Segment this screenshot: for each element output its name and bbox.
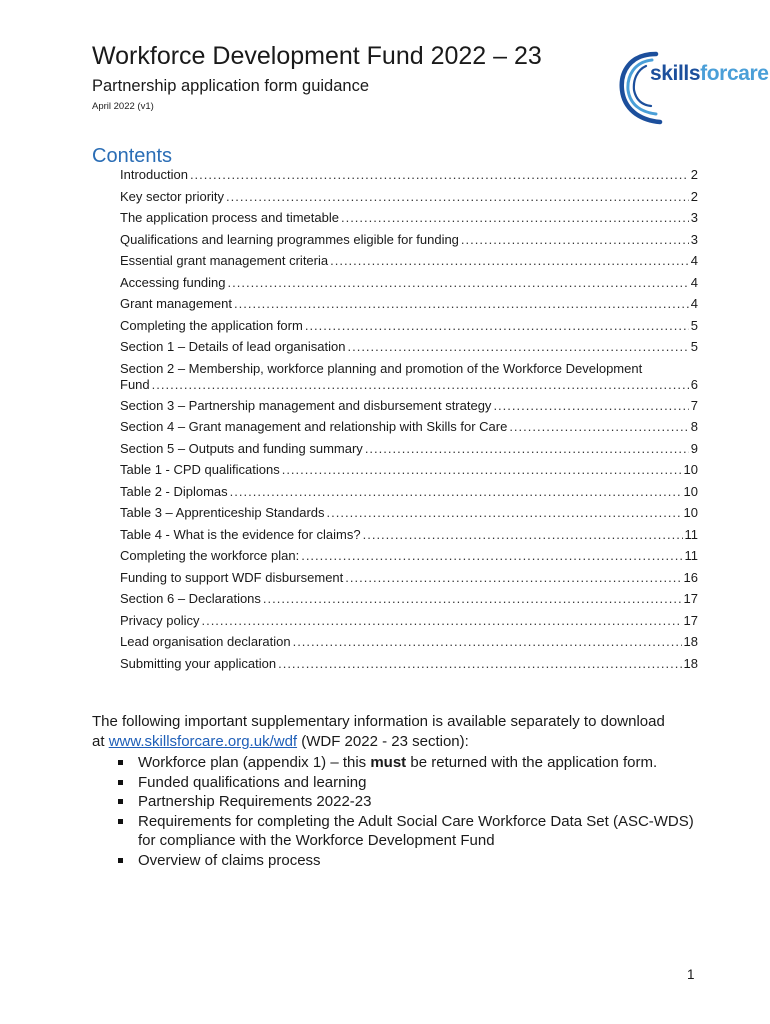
toc-entry-page: 16 xyxy=(683,569,698,585)
toc-entry-page: 11 xyxy=(684,548,698,563)
toc-entry[interactable] xyxy=(120,360,698,392)
supplementary-intro-line1: The following important supplementary information is available separately to download xyxy=(92,713,665,730)
toc-leader-dots xyxy=(234,296,689,311)
toc-entry-page: 5 xyxy=(690,339,698,354)
bullet-text: Partnership Requirements 2022-23 xyxy=(138,793,372,811)
document-date: April 2022 (v1) xyxy=(92,101,154,112)
toc-entry-label: Qualifications and learning programmes eligible for funding xyxy=(120,231,459,247)
bullet-text: Workforce plan (appendix 1) – this xyxy=(138,754,371,771)
toc-leader-dots xyxy=(226,189,689,204)
toc-entry[interactable] xyxy=(120,253,698,270)
toc-leader-dots xyxy=(301,548,682,563)
toc-entry-page: 17 xyxy=(683,612,698,628)
toc-entry[interactable] xyxy=(120,167,698,184)
bullet-square-icon xyxy=(118,799,123,804)
toc-leader-dots xyxy=(327,505,682,520)
bullet-square-icon xyxy=(118,760,123,765)
toc-entry-page: 4 xyxy=(690,296,698,311)
contents-heading: Contents xyxy=(92,145,173,167)
bullet-text-after: be returned with the application form. xyxy=(406,754,658,771)
toc-leader-dots xyxy=(201,613,681,628)
supplementary-bullet-item xyxy=(118,753,698,773)
bullet-square-icon xyxy=(118,780,123,785)
toc-entry-label: Section 3 – Partnership management and disbursement strategy xyxy=(120,397,492,413)
toc-entry[interactable] xyxy=(120,548,698,565)
bullet-square-icon xyxy=(118,858,123,863)
toc-leader-dots xyxy=(263,591,682,606)
toc-entry[interactable] xyxy=(120,656,698,673)
toc-entry-label: Section 5 – Outputs and funding summary xyxy=(120,440,363,456)
toc-leader-dots xyxy=(461,232,689,247)
toc-entry[interactable] xyxy=(120,398,698,415)
supplementary-intro xyxy=(92,712,704,752)
toc-entry[interactable] xyxy=(120,527,698,544)
toc-leader-dots xyxy=(365,441,689,456)
toc-entry-page: 18 xyxy=(683,634,698,649)
toc-entry[interactable] xyxy=(120,570,698,587)
toc-entry-label: Grant management xyxy=(120,296,233,311)
toc-entry-label: Completing the workforce plan: xyxy=(120,548,300,563)
toc-entry-label: Funding to support WDF disbursement xyxy=(120,569,344,585)
toc-entry[interactable] xyxy=(120,189,698,206)
supplementary-intro-line2: at www.skillsforcare.org.uk/wdf (WDF 2022 - 23 section): xyxy=(92,733,469,750)
toc-entry-page: 17 xyxy=(683,591,698,606)
toc-entry-page: 3 xyxy=(690,210,698,225)
toc-entry-label: Section 1 – Details of lead organisation xyxy=(120,339,346,354)
toc-entry-page: 9 xyxy=(690,440,698,456)
toc-entry-label: Accessing funding xyxy=(120,274,226,290)
toc-leader-dots xyxy=(493,398,688,413)
toc-entry-label: Section 2 – Membership, workforce planning and promotion of the Workforce Development xyxy=(120,360,643,376)
page-number: 1 xyxy=(687,967,695,982)
toc-entry-label: Section 6 – Declarations xyxy=(120,591,261,606)
toc-entry[interactable] xyxy=(120,318,698,335)
toc-leader-dots xyxy=(509,419,688,434)
toc-entry[interactable] xyxy=(120,210,698,227)
toc-leader-dots xyxy=(230,484,682,499)
toc-entry-label: Table 1 - CPD qualifications xyxy=(120,462,280,477)
toc-entry[interactable] xyxy=(120,505,698,522)
supplementary-bullet-item xyxy=(118,812,698,851)
toc-leader-dots xyxy=(305,318,689,333)
toc-entry-page: 10 xyxy=(683,505,698,520)
toc-entry[interactable] xyxy=(120,339,698,356)
bullet-text: Requirements for completing the Adult Social Care Workforce Data Set (ASC-WDS) for compliance with the Workforce Development Fund xyxy=(138,812,694,850)
toc-leader-dots xyxy=(341,210,689,225)
toc-entry[interactable] xyxy=(120,441,698,458)
supplementary-bullet-item xyxy=(118,851,698,871)
toc-leader-dots xyxy=(293,634,682,649)
logo-wordmark: skillsforcare xyxy=(650,62,769,85)
toc-entry[interactable] xyxy=(120,634,698,651)
toc-leader-dots xyxy=(152,377,689,392)
bullet-emphasis: must xyxy=(370,754,407,771)
toc-entry-label: Completing the application form xyxy=(120,317,303,333)
toc-entry[interactable] xyxy=(120,275,698,292)
toc-entry-page: 5 xyxy=(690,317,698,333)
toc-entry[interactable] xyxy=(120,419,698,436)
toc-entry-page: 6 xyxy=(690,376,698,392)
toc-entry[interactable] xyxy=(120,296,698,313)
toc-entry-page: 2 xyxy=(690,188,698,204)
toc-entry[interactable] xyxy=(120,613,698,630)
toc-entry-page: 11 xyxy=(684,526,698,542)
toc-entry-page: 8 xyxy=(690,419,698,434)
toc-entry-label: Lead organisation declaration xyxy=(120,634,291,649)
bullet-text: Funded qualifications and learning xyxy=(138,773,367,791)
document-title: Workforce Development Fund 2022 – 23 xyxy=(92,42,542,70)
toc-entry-page: 3 xyxy=(690,231,698,247)
toc-leader-dots xyxy=(282,462,682,477)
toc-entry-label-continued: Fund xyxy=(120,376,150,392)
toc-entry[interactable] xyxy=(120,232,698,249)
toc-leader-dots xyxy=(363,527,683,542)
toc-leader-dots xyxy=(190,167,689,182)
toc-leader-dots xyxy=(330,253,689,268)
toc-leader-dots xyxy=(345,570,681,585)
toc-entry-page: 10 xyxy=(683,483,698,499)
toc-entry-label: Essential grant management criteria xyxy=(120,253,329,268)
toc-leader-dots xyxy=(278,656,681,671)
toc-entry-page: 10 xyxy=(683,462,698,477)
toc-entry[interactable] xyxy=(120,591,698,608)
toc-entry-label: Table 4 - What is the evidence for claims? xyxy=(120,526,361,542)
document-subtitle: Partnership application form guidance xyxy=(92,77,369,95)
wdf-download-link[interactable]: www.skillsforcare.org.uk/wdf xyxy=(108,733,298,750)
toc-entry-page: 18 xyxy=(683,655,698,671)
toc-entry-label: Table 2 - Diplomas xyxy=(120,483,228,499)
toc-entry-page: 4 xyxy=(690,274,698,290)
bullet-text: Overview of claims process xyxy=(138,851,321,869)
toc-leader-dots xyxy=(347,339,688,354)
toc-leader-dots xyxy=(228,275,689,290)
supplementary-bullet-item xyxy=(118,792,698,812)
toc-entry-page: 7 xyxy=(690,397,698,413)
toc-entry-label: Key sector priority xyxy=(120,188,225,204)
toc-entry[interactable] xyxy=(120,484,698,501)
toc-entry-label: Introduction xyxy=(120,167,188,182)
toc-entry-label: Table 3 – Apprenticeship Standards xyxy=(120,505,325,520)
toc-entry-page: 2 xyxy=(690,167,698,182)
toc-entry-page: 4 xyxy=(690,253,698,268)
supplementary-bullet-list xyxy=(118,753,698,871)
toc-entry-label: Privacy policy xyxy=(120,612,200,628)
skills-for-care-logo xyxy=(616,48,769,136)
supplementary-bullet-item xyxy=(118,773,698,793)
toc-entry-label: The application process and timetable xyxy=(120,210,339,225)
toc-entry[interactable] xyxy=(120,462,698,479)
bullet-square-icon xyxy=(118,819,123,824)
toc-entry-label: Submitting your application xyxy=(120,655,277,671)
toc-entry-label: Section 4 – Grant management and relationship with Skills for Care xyxy=(120,419,508,434)
